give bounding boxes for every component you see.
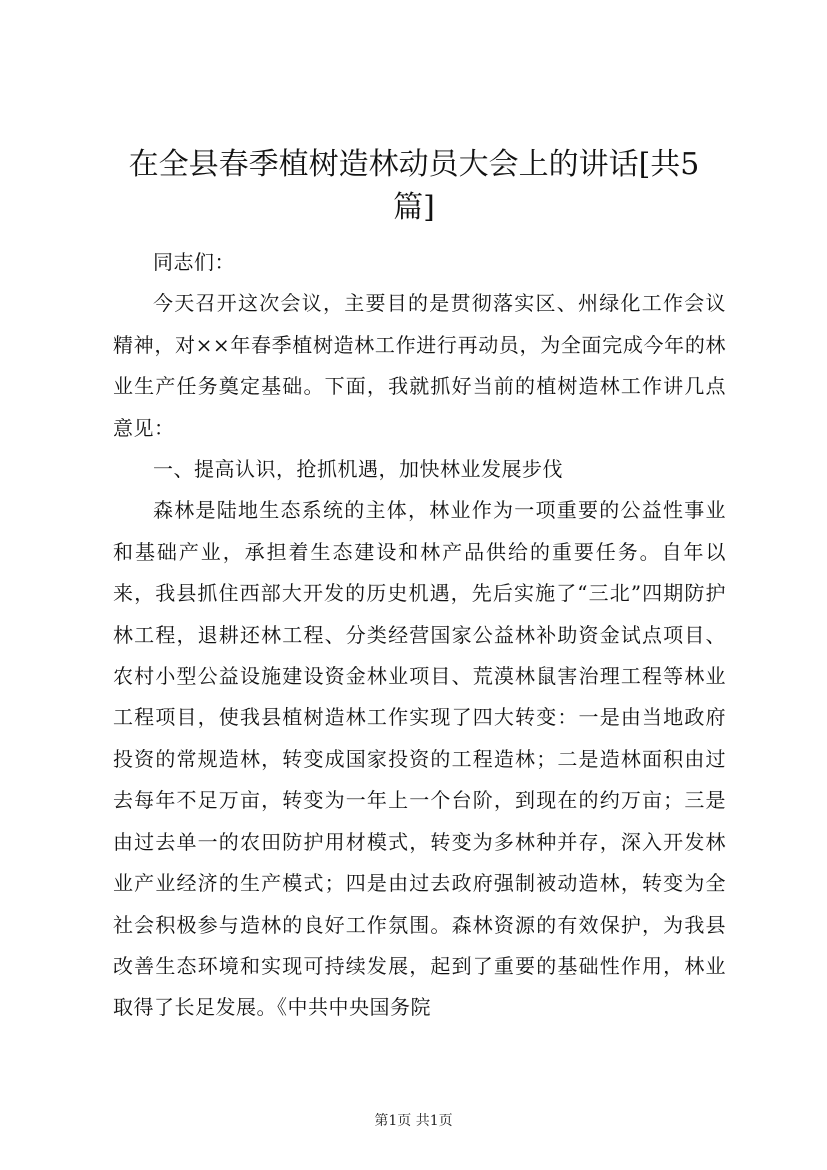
page-footer: 第1页 共1页 — [374, 1113, 453, 1129]
paragraph-salutation: 同志们： — [153, 250, 235, 274]
document-title: 在全县春季植树造林动员大会上的讲话[共5篇] — [128, 147, 700, 225]
paragraph-intro: 今天召开这次会议，主要目的是贯彻落实区、州绿化工作会议精神，对××年春季植树造林工作进行再动员，为全面完成今年的林业生产任务奠定基础。下面，我就抓好当前的植树造林工作讲几点意见： — [113, 291, 726, 440]
section-heading-1: 一、提高认识，抢抓机遇，加快林业发展步伐 — [153, 457, 563, 482]
paragraph-forestry: 森林是陆地生态系统的主体，林业作为一项重要的公益性事业和基础产业，承担着生态建设和林产品供给的重要任务。自年以来，我县抓住西部大开发的历史机遇，先后实施了“三北”四期防护林工程，退耕还林工程、分类经营国家公益林补助资金试点项目、农村小型公益设施建设资金林业项目、荒漠林鼠害治理工程等林业工程项目，使我县植树造林工作实现了四大转变：一是由当地政府投资的常规造林，转变成国家投资的工程造林；二是造林面积由过去每年不足万亩，转变为一年上一个台阶，到现在的约万亩；三是由过去单一的农田防护用材模式，转变为多林种并存，深入开发林业产业经济的生产模式；四是由过去政府强制被动造林，转变为全社会积极参与造林的良好工作氛围。森林资源的有效保护，为我县改善生态环境和实现可持续发展，起到了重要的基础性作用，林业取得了长足发展。《中共中央国务院 — [113, 498, 726, 1020]
document-body — [113, 242, 726, 1029]
